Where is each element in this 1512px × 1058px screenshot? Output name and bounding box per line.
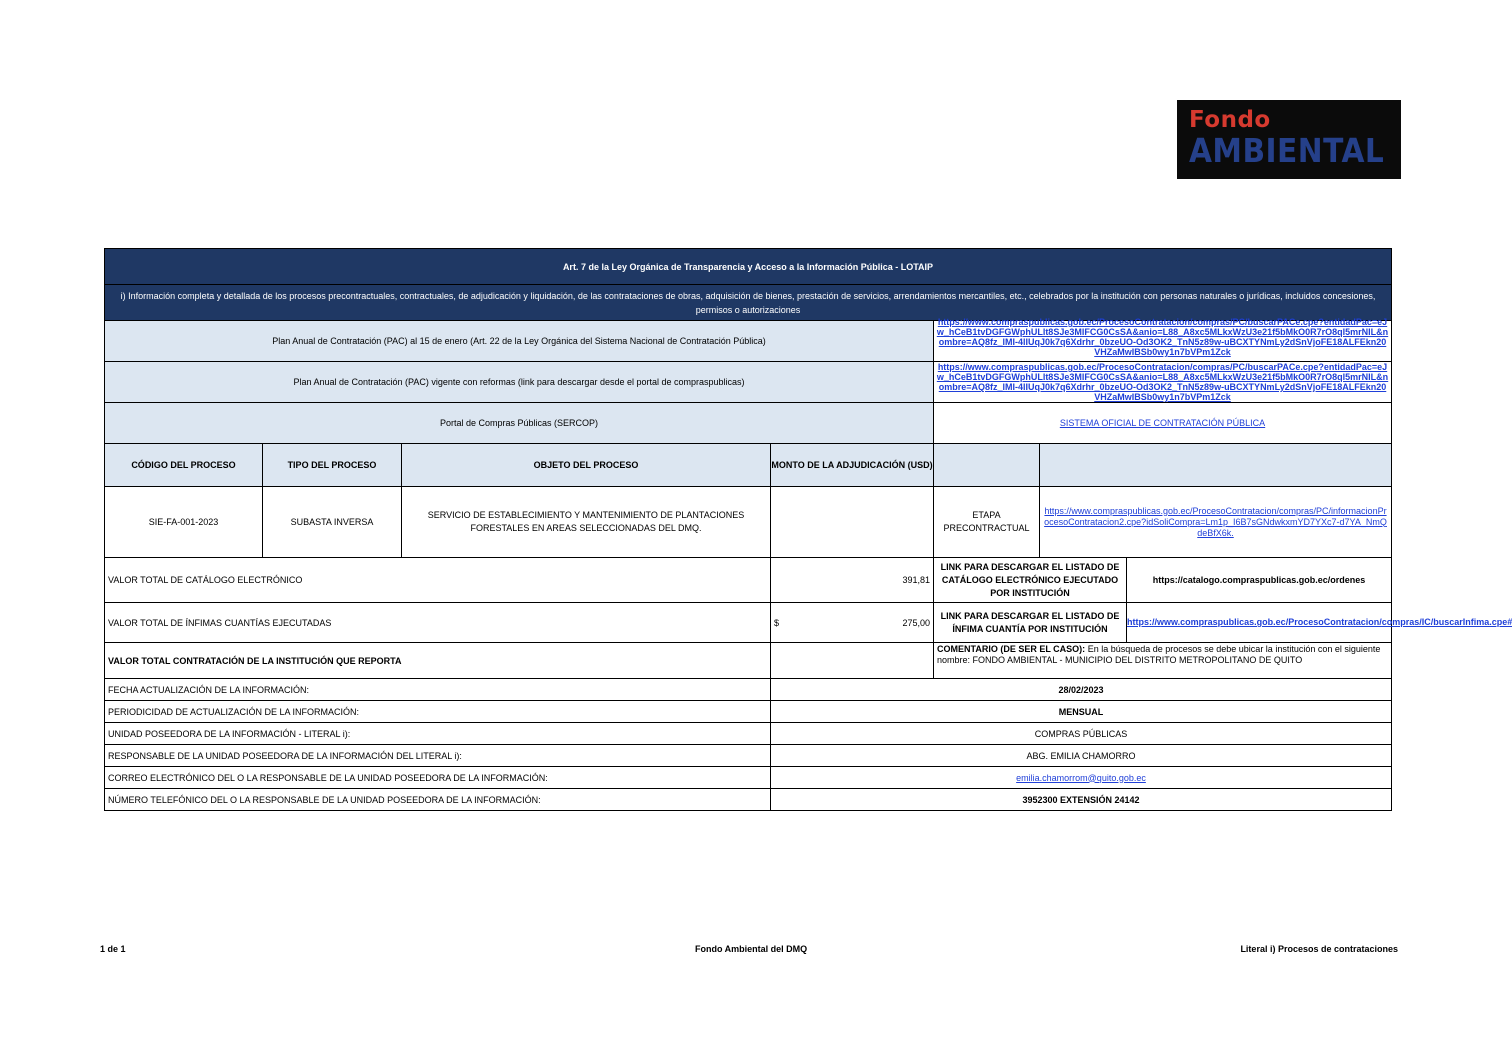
- row-type: SUBASTA INVERSA: [263, 487, 402, 558]
- footer-center: Fondo Ambiental del DMQ: [695, 944, 808, 954]
- pac-initial-link[interactable]: https://www.compraspublicas.gob.ec/ProcesoContratacion/compras/PC/buscarPACe.cpe?entidadPac=eJw_hCeB1tvDGFGWphULlt8SJe3MlFCG0CsSA&anio=L88_A8xc5MLkxWzU3e21f5bMkO0R7rO8ql5mrNlL&nombre=AQ8fz_lMI-4lIUqJ0k7q6Xdrhr_0bzeUO-Od3OK2_TnN5z89w-uBCXTYNmLy2dSnVjoFE18ALFEkn20VHZaMwIBSb0wy1n7bVPm1Zck: [934, 321, 1392, 362]
- info-email-label: CORREO ELECTRÓNICO DEL O LA RESPONSABLE DE LA UNIDAD POSEEDORA DE LA INFORMACIÓN:: [105, 767, 771, 789]
- row-object: SERVICIO DE ESTABLECIMIENTO Y MANTENIMIENTO DE PLANTACIONES FORESTALES EN AREAS SELECCIONADAS DEL DMQ.: [402, 487, 771, 558]
- row-amount: [771, 487, 934, 558]
- info-date-label: FECHA ACTUALIZACIÓN DE LA INFORMACIÓN:: [105, 679, 771, 701]
- col-stage: [934, 444, 1040, 487]
- infimas-amount-cell: [771, 603, 934, 643]
- row-stage: ETAPA PRECONTRACTUAL: [934, 487, 1040, 558]
- catalog-link-label: LINK PARA DESCARGAR EL LISTADO DE CATÁLOGO ELECTRÓNICO EJECUTADO POR INSTITUCIÓN: [934, 558, 1127, 603]
- info-phone-value: 3952300 EXTENSIÓN 24142: [771, 789, 1392, 811]
- infimas-label: VALOR TOTAL DE ÍNFIMAS CUANTÍAS EJECUTADAS: [105, 603, 771, 643]
- logo-line2: AMBIENTAL: [1189, 131, 1385, 170]
- catalog-value: 391,81: [771, 558, 934, 603]
- info-phone-label: NÚMERO TELEFÓNICO DEL O LA RESPONSABLE DE LA UNIDAD POSEEDORA DE LA INFORMACIÓN:: [105, 789, 771, 811]
- footer-page: 1 de 1: [100, 944, 126, 954]
- portal-link[interactable]: SISTEMA OFICIAL DE CONTRATACIÓN PÚBLICA: [934, 403, 1392, 444]
- total-comment: [934, 643, 1392, 679]
- info-period-value: MENSUAL: [771, 701, 1392, 723]
- catalog-link[interactable]: https://catalogo.compraspublicas.gob.ec/ordenes: [1127, 558, 1392, 603]
- info-responsible-label: RESPONSABLE DE LA UNIDAD POSEEDORA DE LA INFORMACIÓN DEL LITERAL i):: [105, 745, 771, 767]
- row-link[interactable]: https://www.compraspublicas.gob.ec/ProcesoContratacion/compras/PC/informacionProcesoContratacion2.cpe?idSoliCompra=Lm1p_I6B7sGNdwkxmYD7YXc7-d7YA_NmQdeBfX6k.: [1040, 487, 1392, 558]
- transparency-table: [104, 248, 1512, 811]
- info-responsible-value: ABG. EMILIA CHAMORRO: [771, 745, 1392, 767]
- col-amount: MONTO DE LA ADJUDICACIÓN (USD): [771, 444, 934, 487]
- comment-text: En la búsqueda de procesos se debe ubicar la institución con el siguiente nombre: FONDO AMBIENTAL - MUNICIPIO DEL DISTRITO METROPOLITANO DE QUITO: [937, 644, 1381, 665]
- info-email-value[interactable]: emilia.chamorrom@quito.gob.ec: [771, 767, 1392, 789]
- logo-line1: Fondo: [1189, 107, 1271, 133]
- total-value: [771, 643, 934, 679]
- pac-reformed-label: Plan Anual de Contratación (PAC) vigente con reformas (link para descargar desde el portal de compraspublicas): [105, 362, 934, 403]
- info-unit-label: UNIDAD POSEEDORA DE LA INFORMACIÓN - LITERAL i):: [105, 723, 771, 745]
- infimas-currency: $: [774, 617, 780, 628]
- info-period-label: PERIODICIDAD DE ACTUALIZACIÓN DE LA INFORMACIÓN:: [105, 701, 771, 723]
- col-object: OBJETO DEL PROCESO: [402, 444, 771, 487]
- info-date-value: 28/02/2023: [771, 679, 1392, 701]
- col-link: [1040, 444, 1392, 487]
- catalog-label: VALOR TOTAL DE CATÁLOGO ELECTRÓNICO: [105, 558, 771, 603]
- header-literal: i) Información completa y detallada de los procesos precontractuales, contractuales, de adjudicación y liquidación, de las contrataciones de obras, adquisición de bienes, prestación de servicios, arrendamientos mercantiles, etc., celebrados por la institución con personas naturales o jurídicas, incluidos concesiones, permisos o autorizaciones: [105, 285, 1392, 321]
- fondo-ambiental-logo: [1177, 100, 1401, 179]
- col-type: TIPO DEL PROCESO: [263, 444, 402, 487]
- row-code: SIE-FA-001-2023: [105, 487, 263, 558]
- col-code: CÓDIGO DEL PROCESO: [105, 444, 263, 487]
- pac-initial-label: Plan Anual de Contratación (PAC) al 15 de enero (Art. 22 de la Ley Orgánica del Sistema Nacional de Contratación Pública): [105, 321, 934, 362]
- info-unit-value: COMPRAS PÚBLICAS: [771, 723, 1392, 745]
- portal-label: Portal de Compras Públicas (SERCOP): [105, 403, 934, 444]
- footer-right: Literal i) Procesos de contrataciones: [1240, 944, 1398, 954]
- infimas-value: 275,00: [902, 617, 930, 628]
- comment-label: COMENTARIO (DE SER EL CASO):: [937, 644, 1086, 654]
- header-title: Art. 7 de la Ley Orgánica de Transparencia y Acceso a la Información Pública - LOTAIP: [105, 249, 1392, 285]
- infimas-link-label: LINK PARA DESCARGAR EL LISTADO DE ÍNFIMA CUANTÍA POR INSTITUCIÓN: [934, 603, 1127, 643]
- infimas-link[interactable]: https://www.compraspublicas.gob.ec/ProcesoContratacion/compras/IC/buscarInfima.cpe#: [1127, 603, 1392, 643]
- total-label: VALOR TOTAL CONTRATACIÓN DE LA INSTITUCIÓN QUE REPORTA: [105, 643, 771, 679]
- pac-reformed-link[interactable]: https://www.compraspublicas.gob.ec/ProcesoContratacion/compras/PC/buscarPACe.cpe?entidadPac=eJw_hCeB1tvDGFGWphULlt8SJe3MlFCG0CsSA&anio=L88_A8xc5MLkxWzU3e21f5bMkO0R7rO8ql5mrNlL&nombre=AQ8fz_lMI-4lIUqJ0k7q6Xdrhr_0bzeUO-Od3OK2_TnN5z89w-uBCXTYNmLy2dSnVjoFE18ALFEkn20VHZaMwIBSb0wy1n7bVPm1Zck: [934, 362, 1392, 403]
